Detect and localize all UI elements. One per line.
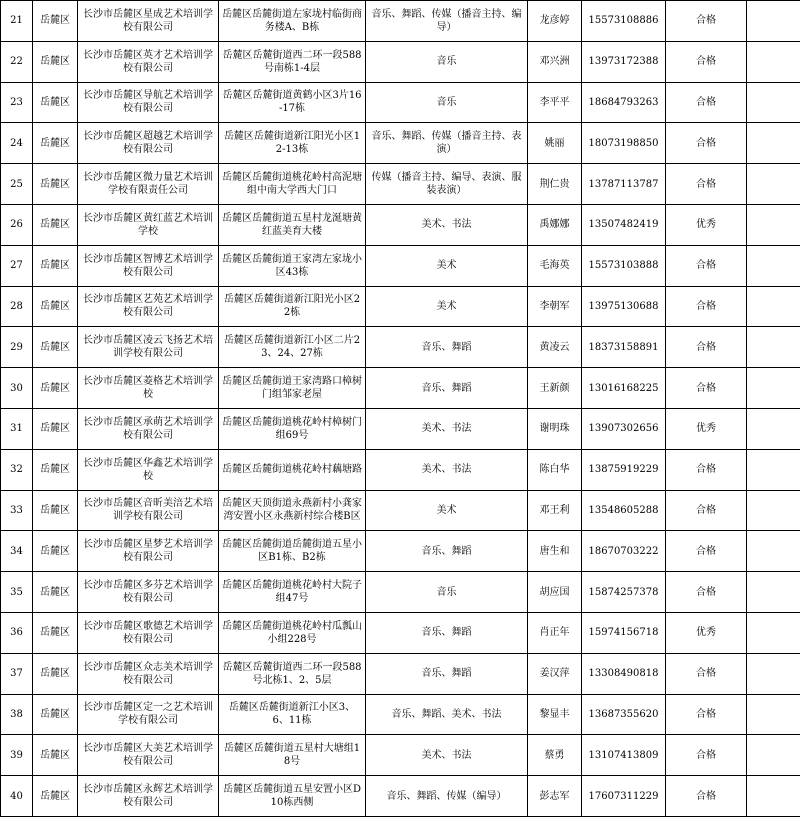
school-name-cell: 长沙市岳麓区永辉艺术培训学校有限公司 xyxy=(78,776,219,817)
address-cell: 岳麓区岳麓街道新江小区3、6、11栋 xyxy=(219,694,366,735)
table-row xyxy=(1,776,800,817)
school-name-cell: 长沙市岳麓区智博艺术培训学校有限公司 xyxy=(78,245,219,286)
result-cell: 优秀 xyxy=(666,204,747,245)
note-cell xyxy=(747,327,800,368)
phone-cell: 18684793263 xyxy=(582,82,666,123)
phone-cell: 15874257378 xyxy=(582,572,666,613)
note-cell xyxy=(747,1,800,42)
address-cell: 岳麓区岳麓街道新江小区二片23、24、27栋 xyxy=(219,327,366,368)
contact-person-cell: 李朝军 xyxy=(528,286,582,327)
result-cell: 合格 xyxy=(666,694,747,735)
table-row xyxy=(1,368,800,409)
school-name-cell: 长沙市岳麓区黄红蓝艺术培训学校 xyxy=(78,204,219,245)
row-number: 40 xyxy=(1,776,33,817)
address-cell: 岳麓区岳麓街道桃花岭村高泥塘组中南大学西大门口 xyxy=(219,164,366,205)
school-name-cell: 长沙市岳麓区承萌艺术培训学校有限公司 xyxy=(78,408,219,449)
result-cell: 合格 xyxy=(666,286,747,327)
contact-person-cell: 肖正年 xyxy=(528,612,582,653)
address-cell: 岳麓区岳麓街道桃花岭村瓜瓢山小组228号 xyxy=(219,612,366,653)
result-cell: 合格 xyxy=(666,449,747,490)
category-cell: 音乐、舞蹈 xyxy=(366,653,528,694)
school-name-cell: 长沙市岳麓区导航艺术培训学校有限公司 xyxy=(78,82,219,123)
phone-cell: 13548605288 xyxy=(582,490,666,531)
phone-cell: 13907302656 xyxy=(582,408,666,449)
contact-person-cell: 毛海英 xyxy=(528,245,582,286)
category-cell: 音乐 xyxy=(366,572,528,613)
school-name-cell: 长沙市岳麓区星成艺术培训学校有限公司 xyxy=(78,1,219,42)
table-row xyxy=(1,204,800,245)
phone-cell: 13016168225 xyxy=(582,368,666,409)
address-cell: 岳麓区岳麓街道西二环一段588号北栋1、2、5层 xyxy=(219,653,366,694)
district-cell: 岳麓区 xyxy=(33,531,78,572)
row-number: 22 xyxy=(1,41,33,82)
phone-cell: 18073198850 xyxy=(582,123,666,164)
row-number: 34 xyxy=(1,531,33,572)
result-cell: 合格 xyxy=(666,123,747,164)
contact-person-cell: 谢明珠 xyxy=(528,408,582,449)
row-number: 25 xyxy=(1,164,33,205)
table-row xyxy=(1,449,800,490)
district-cell: 岳麓区 xyxy=(33,776,78,817)
category-cell: 音乐、舞蹈、传媒（播音主持、表演） xyxy=(366,123,528,164)
note-cell xyxy=(747,41,800,82)
row-number: 30 xyxy=(1,368,33,409)
result-cell: 合格 xyxy=(666,653,747,694)
result-cell: 合格 xyxy=(666,490,747,531)
table-row xyxy=(1,612,800,653)
phone-cell: 15573103888 xyxy=(582,245,666,286)
address-cell: 岳麓区岳麓街道新江阳光小区12-13栋 xyxy=(219,123,366,164)
category-cell: 美术、书法 xyxy=(366,735,528,776)
school-name-cell: 长沙市岳麓区星梦艺术培训学校有限公司 xyxy=(78,531,219,572)
address-cell: 岳麓区岳麓街道桃花岭村藕塘路 xyxy=(219,449,366,490)
school-name-cell: 长沙市岳麓区超越艺术培训学校有限公司 xyxy=(78,123,219,164)
school-name-cell: 长沙市岳麓区大美艺术培训学校有限公司 xyxy=(78,735,219,776)
district-cell: 岳麓区 xyxy=(33,245,78,286)
note-cell xyxy=(747,164,800,205)
district-cell: 岳麓区 xyxy=(33,490,78,531)
school-name-cell: 长沙市岳麓区定一之艺术培训学校有限公司 xyxy=(78,694,219,735)
result-cell: 合格 xyxy=(666,531,747,572)
note-cell xyxy=(747,408,800,449)
result-cell: 优秀 xyxy=(666,612,747,653)
district-cell: 岳麓区 xyxy=(33,41,78,82)
note-cell xyxy=(747,123,800,164)
address-cell: 岳麓区岳麓街道五星村龙涎塘黄红蓝美育大楼 xyxy=(219,204,366,245)
phone-cell: 13308490818 xyxy=(582,653,666,694)
row-number: 29 xyxy=(1,327,33,368)
note-cell xyxy=(747,572,800,613)
note-cell xyxy=(747,368,800,409)
contact-person-cell: 龙彦婷 xyxy=(528,1,582,42)
table-row xyxy=(1,653,800,694)
result-cell: 合格 xyxy=(666,368,747,409)
phone-cell: 15573108886 xyxy=(582,1,666,42)
row-number: 24 xyxy=(1,123,33,164)
result-cell: 合格 xyxy=(666,1,747,42)
phone-cell: 15974156718 xyxy=(582,612,666,653)
note-cell xyxy=(747,490,800,531)
note-cell xyxy=(747,735,800,776)
category-cell: 音乐 xyxy=(366,82,528,123)
note-cell xyxy=(747,776,800,817)
row-number: 33 xyxy=(1,490,33,531)
address-cell: 岳麓区岳麓街道新江阳光小区22栋 xyxy=(219,286,366,327)
phone-cell: 13875919229 xyxy=(582,449,666,490)
row-number: 27 xyxy=(1,245,33,286)
row-number: 36 xyxy=(1,612,33,653)
table-body xyxy=(1,1,800,817)
district-cell: 岳麓区 xyxy=(33,368,78,409)
district-cell: 岳麓区 xyxy=(33,1,78,42)
district-cell: 岳麓区 xyxy=(33,449,78,490)
district-cell: 岳麓区 xyxy=(33,164,78,205)
phone-cell: 18373158891 xyxy=(582,327,666,368)
contact-person-cell: 姚丽 xyxy=(528,123,582,164)
table-row xyxy=(1,694,800,735)
address-cell: 岳麓区天顶街道永燕新村小龚家湾安置小区永燕新村综合楼B区 xyxy=(219,490,366,531)
district-cell: 岳麓区 xyxy=(33,123,78,164)
address-cell: 岳麓区岳麓街道桃花岭村大院子组47号 xyxy=(219,572,366,613)
address-cell: 岳麓区岳麓街道西二环一段588号南栋1-4层 xyxy=(219,41,366,82)
result-cell: 合格 xyxy=(666,82,747,123)
table-row xyxy=(1,164,800,205)
category-cell: 音乐 xyxy=(366,41,528,82)
note-cell xyxy=(747,531,800,572)
school-name-cell: 长沙市岳麓区众志美术培训学校有限公司 xyxy=(78,653,219,694)
address-cell: 岳麓区岳麓街道五星村大塘组18号 xyxy=(219,735,366,776)
note-cell xyxy=(747,694,800,735)
school-name-cell: 长沙市岳麓区音昕美涪艺术培训学校有限公司 xyxy=(78,490,219,531)
phone-cell: 13975130688 xyxy=(582,286,666,327)
category-cell: 传媒（播音主持、编导、表演、服装表演） xyxy=(366,164,528,205)
category-cell: 美术、书法 xyxy=(366,449,528,490)
table-row xyxy=(1,572,800,613)
address-cell: 岳麓区岳麓街道黄鹤小区3片16-17栋 xyxy=(219,82,366,123)
category-cell: 美术 xyxy=(366,286,528,327)
category-cell: 音乐、舞蹈 xyxy=(366,327,528,368)
district-cell: 岳麓区 xyxy=(33,653,78,694)
result-cell: 合格 xyxy=(666,245,747,286)
category-cell: 音乐、舞蹈 xyxy=(366,612,528,653)
phone-cell: 13973172388 xyxy=(582,41,666,82)
contact-person-cell: 李平平 xyxy=(528,82,582,123)
contact-person-cell: 邓兴洲 xyxy=(528,41,582,82)
school-name-cell: 长沙市岳麓区多芬艺术培训学校有限公司 xyxy=(78,572,219,613)
row-number: 38 xyxy=(1,694,33,735)
contact-person-cell: 陈白华 xyxy=(528,449,582,490)
contact-person-cell: 王新颜 xyxy=(528,368,582,409)
row-number: 31 xyxy=(1,408,33,449)
row-number: 21 xyxy=(1,1,33,42)
category-cell: 音乐、舞蹈、美术、书法 xyxy=(366,694,528,735)
phone-cell: 13787113787 xyxy=(582,164,666,205)
row-number: 23 xyxy=(1,82,33,123)
district-cell: 岳麓区 xyxy=(33,327,78,368)
district-cell: 岳麓区 xyxy=(33,408,78,449)
table-row xyxy=(1,408,800,449)
category-cell: 美术 xyxy=(366,245,528,286)
district-cell: 岳麓区 xyxy=(33,612,78,653)
category-cell: 音乐、舞蹈、传媒（播音主持、编导） xyxy=(366,1,528,42)
result-cell: 合格 xyxy=(666,41,747,82)
row-number: 26 xyxy=(1,204,33,245)
district-cell: 岳麓区 xyxy=(33,204,78,245)
row-number: 32 xyxy=(1,449,33,490)
phone-cell: 17607311229 xyxy=(582,776,666,817)
school-name-cell: 长沙市岳麓区微力量艺术培训学校有限责任公司 xyxy=(78,164,219,205)
school-name-cell: 长沙市岳麓区凌云飞扬艺术培训学校有限公司 xyxy=(78,327,219,368)
category-cell: 美术、书法 xyxy=(366,204,528,245)
contact-person-cell: 蔡勇 xyxy=(528,735,582,776)
note-cell xyxy=(747,612,800,653)
district-cell: 岳麓区 xyxy=(33,572,78,613)
school-name-cell: 长沙市岳麓区英才艺术培训学校有限公司 xyxy=(78,41,219,82)
row-number: 28 xyxy=(1,286,33,327)
result-cell: 合格 xyxy=(666,572,747,613)
address-cell: 岳麓区岳麓街道岳麓街道五星小区B1栋、B2栋 xyxy=(219,531,366,572)
school-name-cell: 长沙市岳麓区菱格艺术培训学校 xyxy=(78,368,219,409)
phone-cell: 18670703222 xyxy=(582,531,666,572)
table-row xyxy=(1,123,800,164)
result-cell: 合格 xyxy=(666,735,747,776)
school-name-cell: 长沙市岳麓区歌德艺术培训学校有限公司 xyxy=(78,612,219,653)
phone-cell: 13507482419 xyxy=(582,204,666,245)
table-row xyxy=(1,82,800,123)
note-cell xyxy=(747,82,800,123)
district-cell: 岳麓区 xyxy=(33,735,78,776)
contact-person-cell: 黎显丰 xyxy=(528,694,582,735)
table-row xyxy=(1,1,800,42)
note-cell xyxy=(747,245,800,286)
school-name-cell: 长沙市岳麓区华鑫艺术培训学校 xyxy=(78,449,219,490)
result-cell: 合格 xyxy=(666,327,747,368)
note-cell xyxy=(747,653,800,694)
category-cell: 音乐、舞蹈、传媒（编导） xyxy=(366,776,528,817)
note-cell xyxy=(747,286,800,327)
contact-person-cell: 胡应国 xyxy=(528,572,582,613)
note-cell xyxy=(747,204,800,245)
district-cell: 岳麓区 xyxy=(33,694,78,735)
row-number: 35 xyxy=(1,572,33,613)
table-row xyxy=(1,327,800,368)
category-cell: 美术、书法 xyxy=(366,408,528,449)
table-row xyxy=(1,245,800,286)
contact-person-cell: 禹娜娜 xyxy=(528,204,582,245)
category-cell: 美术 xyxy=(366,490,528,531)
contact-person-cell: 荆仁贵 xyxy=(528,164,582,205)
category-cell: 音乐、舞蹈 xyxy=(366,368,528,409)
result-cell: 合格 xyxy=(666,164,747,205)
address-cell: 岳麓区岳麓街道王家湾左家垅小区43栋 xyxy=(219,245,366,286)
category-cell: 音乐、舞蹈 xyxy=(366,531,528,572)
table-row xyxy=(1,735,800,776)
table-row xyxy=(1,531,800,572)
contact-person-cell: 彭志军 xyxy=(528,776,582,817)
contact-person-cell: 姜汉萍 xyxy=(528,653,582,694)
row-number: 37 xyxy=(1,653,33,694)
table-row xyxy=(1,286,800,327)
table-row xyxy=(1,41,800,82)
district-cell: 岳麓区 xyxy=(33,286,78,327)
table-row xyxy=(1,490,800,531)
contact-person-cell: 唐生和 xyxy=(528,531,582,572)
row-number: 39 xyxy=(1,735,33,776)
result-cell: 优秀 xyxy=(666,408,747,449)
contact-person-cell: 邓王利 xyxy=(528,490,582,531)
school-name-cell: 长沙市岳麓区艺苑艺术培训学校有限公司 xyxy=(78,286,219,327)
result-cell: 合格 xyxy=(666,776,747,817)
address-cell: 岳麓区岳麓街道左家垅村临街商务楼A、B栋 xyxy=(219,1,366,42)
phone-cell: 13687355620 xyxy=(582,694,666,735)
district-cell: 岳麓区 xyxy=(33,82,78,123)
phone-cell: 13107413809 xyxy=(582,735,666,776)
note-cell xyxy=(747,449,800,490)
address-cell: 岳麓区岳麓街道桃花岭村樟树门组69号 xyxy=(219,408,366,449)
address-cell: 岳麓区岳麓街道五星安置小区D10栋西侧 xyxy=(219,776,366,817)
address-cell: 岳麓区岳麓街道王家湾路口樟树门组邹家老屋 xyxy=(219,368,366,409)
contact-person-cell: 黄凌云 xyxy=(528,327,582,368)
